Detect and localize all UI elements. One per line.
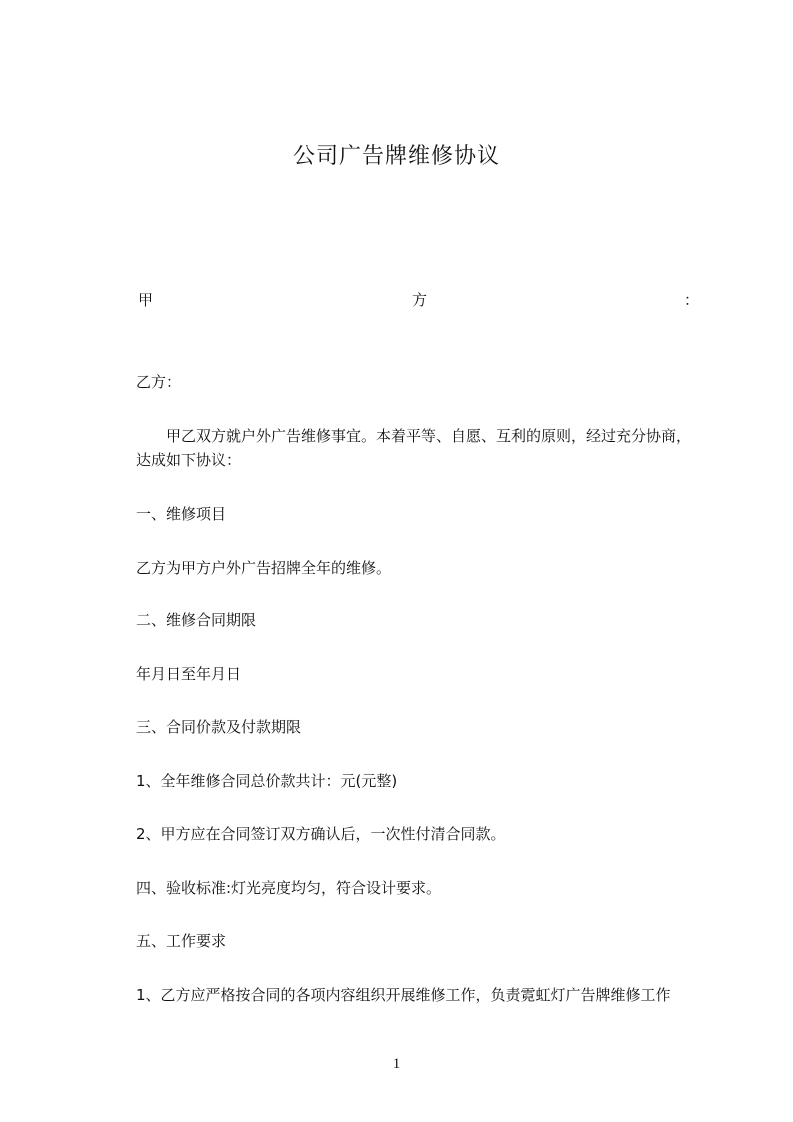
page-number: 1	[392, 1056, 401, 1072]
section-1-heading: 一、维修项目	[136, 505, 227, 523]
party-a-line	[138, 290, 700, 310]
party-a-colon: ：	[684, 291, 700, 309]
party-a-char-2: 方	[412, 291, 428, 309]
section-3-item-1: 1、全年维修合同总价款共计：元(元整)	[136, 772, 398, 790]
section-5-item-1: 1、乙方应严格按合同的各项内容组织开展维修工作，负责霓虹灯广告牌维修工作	[136, 986, 671, 1004]
section-3-heading: 三、合同价款及付款期限	[136, 718, 302, 736]
section-2-text: 年月日至年月日	[136, 665, 242, 683]
section-5-heading: 五、工作要求	[136, 932, 227, 950]
section-1-text: 乙方为甲方户外广告招牌全年的维修。	[136, 559, 392, 577]
document-title: 公司广告牌维修协议	[292, 144, 500, 169]
party-b-line: 乙方：	[136, 373, 182, 391]
section-2-heading: 二、维修合同期限	[136, 611, 257, 629]
intro-paragraph: 甲乙双方就户外广告维修事宜。本着平等、自愿、互利的原则，经过充分协商，达成如下协议：	[136, 427, 692, 469]
party-a-char-1: 甲	[138, 291, 154, 309]
section-3-item-2: 2、甲方应在合同签订双方确认后，一次性付清合同款。	[136, 825, 506, 843]
section-4-heading: 四、验收标准:灯光亮度均匀，符合设计要求。	[136, 879, 442, 897]
